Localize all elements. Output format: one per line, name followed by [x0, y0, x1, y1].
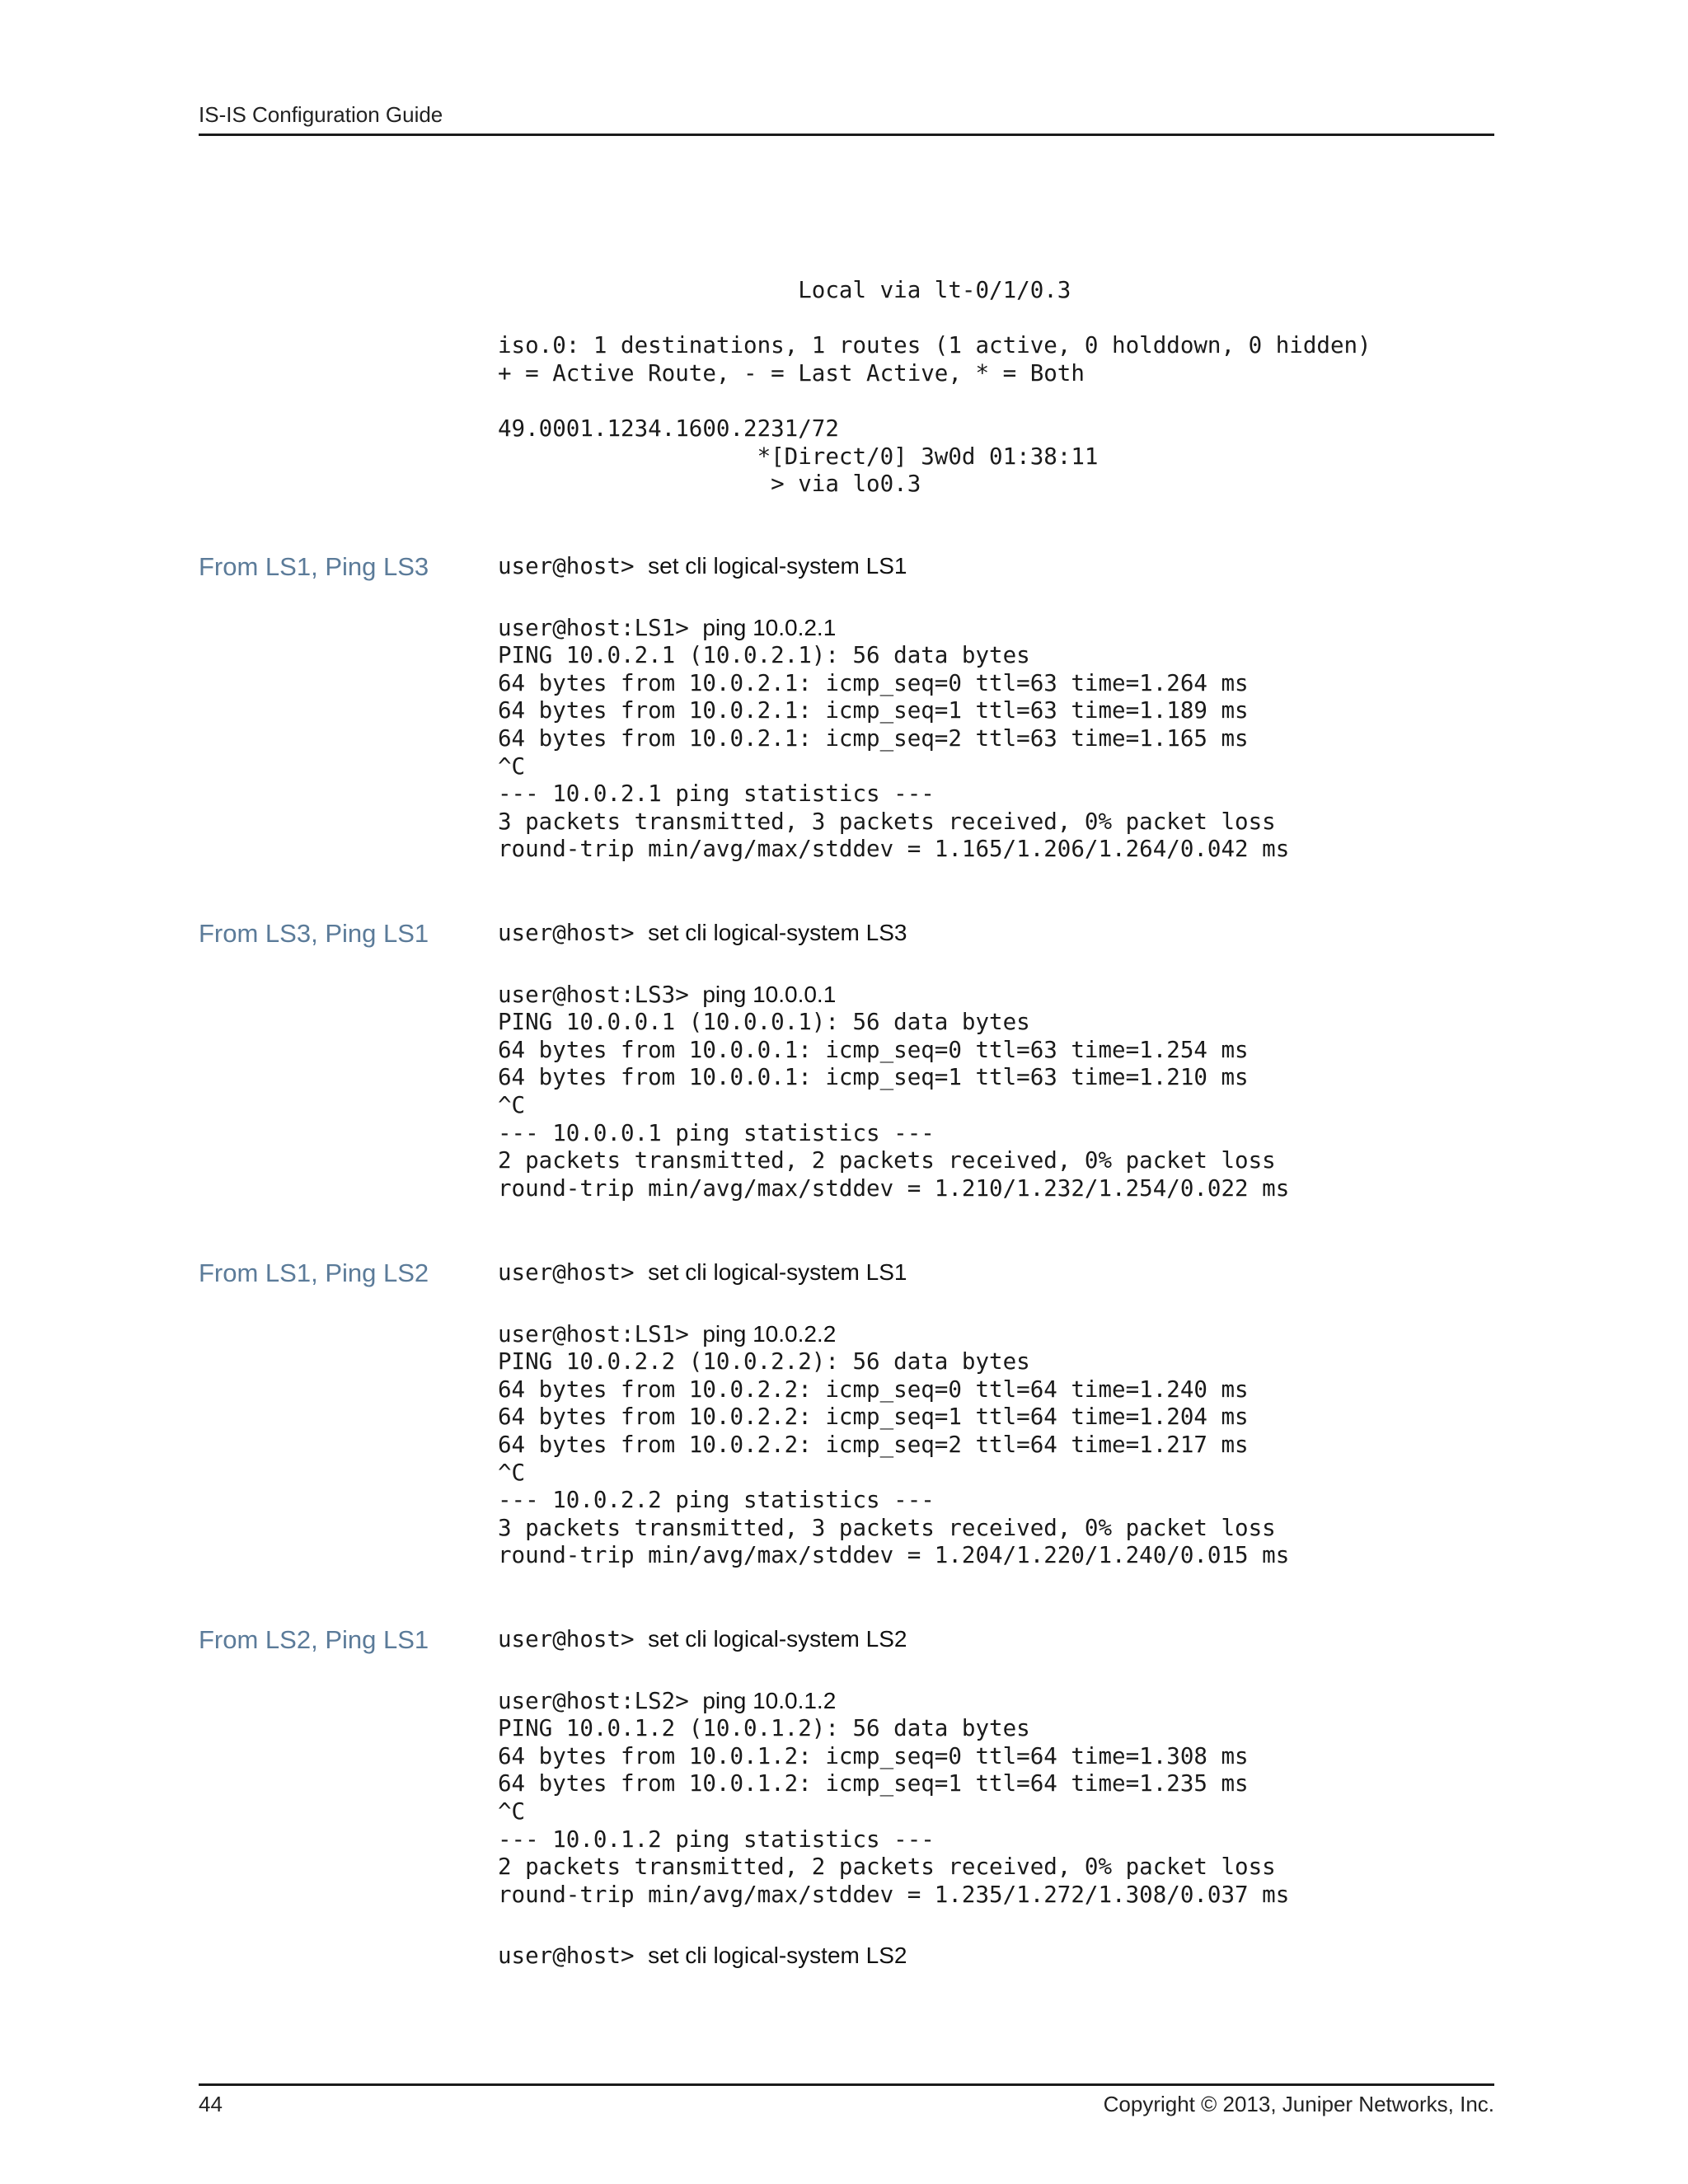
cli-prompt: user@host:LS1>	[498, 614, 703, 641]
cli-command: ping 10.0.0.1	[702, 981, 837, 1007]
output-line: PING 10.0.2.1 (10.0.2.1): 56 data bytes	[498, 642, 1030, 669]
route-line: *[Direct/0] 3w0d 01:38:11	[498, 443, 1099, 470]
cli-prompt: user@host>	[498, 920, 649, 946]
cli-prompt: user@host:LS3>	[498, 981, 703, 1008]
output-line: --- 10.0.2.2 ping statistics ---	[498, 1487, 935, 1514]
output-line: round-trip min/avg/max/stddev = 1.165/1.206/1.264/0.042 ms	[498, 836, 1290, 863]
running-header: IS-IS Configuration Guide	[199, 102, 443, 127]
route-line	[498, 305, 1372, 333]
output-line: round-trip min/avg/max/stddev = 1.235/1.272/1.308/0.037 ms	[498, 1881, 1290, 1908]
output-line: ^C	[498, 1797, 526, 1825]
output-line: PING 10.0.2.2 (10.0.2.2): 56 data bytes	[498, 1348, 1030, 1376]
output-line: PING 10.0.1.2 (10.0.1.2): 56 data bytes	[498, 1715, 1030, 1742]
output-line: --- 10.0.2.1 ping statistics ---	[498, 780, 935, 808]
output-line: --- 10.0.1.2 ping statistics ---	[498, 1825, 935, 1853]
section-label-ls2-ping-ls1: From LS2, Ping LS1	[199, 1625, 429, 1654]
cli-command: set cli logical-system LS1	[648, 553, 907, 579]
cli-prompt: user@host>	[498, 1943, 649, 1970]
route-line: 49.0001.1234.1600.2231/72	[498, 415, 839, 442]
route-line: > via lo0.3	[498, 471, 921, 498]
cli-command: set cli logical-system LS3	[648, 920, 907, 945]
output-line: 64 bytes from 10.0.2.1: icmp_seq=1 ttl=63 time=1.189 ms	[498, 697, 1249, 724]
cli-prompt: user@host>	[498, 553, 649, 579]
output-line: 64 bytes from 10.0.2.1: icmp_seq=2 ttl=63 time=1.165 ms	[498, 724, 1249, 752]
page-number: 44	[199, 2092, 223, 2116]
output-line: --- 10.0.0.1 ping statistics ---	[498, 1119, 935, 1146]
header-rule	[199, 134, 1494, 136]
route-line	[498, 387, 1372, 415]
command-line	[498, 1258, 1289, 1287]
cli-command: set cli logical-system LS2	[648, 1943, 907, 1969]
command-line	[498, 1687, 1289, 1716]
output-line: 2 packets transmitted, 2 packets received, 0% packet loss	[498, 1147, 1276, 1174]
section-label-ls1-ping-ls3: From LS1, Ping LS3	[199, 552, 429, 581]
section-ls3-ping-ls1	[498, 919, 1289, 1202]
cli-command: set cli logical-system LS2	[648, 1626, 907, 1652]
output-line: 64 bytes from 10.0.2.2: icmp_seq=0 ttl=64 time=1.240 ms	[498, 1376, 1249, 1403]
output-line: 64 bytes from 10.0.0.1: icmp_seq=1 ttl=63 time=1.210 ms	[498, 1064, 1249, 1091]
command-line	[498, 552, 1289, 581]
route-line: iso.0: 1 destinations, 1 routes (1 active, 0 holddown, 0 hidden)	[498, 332, 1372, 359]
section-ls2-ping-ls1	[498, 1625, 1289, 1971]
footer-rule	[199, 2083, 1494, 2086]
cli-prompt: user@host>	[498, 1626, 649, 1652]
output-line: 64 bytes from 10.0.1.2: icmp_seq=1 ttl=64 time=1.235 ms	[498, 1770, 1249, 1797]
cli-command: ping 10.0.1.2	[702, 1687, 837, 1713]
output-line: ^C	[498, 1459, 526, 1486]
command-line	[498, 614, 1289, 643]
output-line: 64 bytes from 10.0.2.1: icmp_seq=0 ttl=63 time=1.264 ms	[498, 669, 1249, 696]
output-line: 3 packets transmitted, 3 packets received, 0% packet loss	[498, 1514, 1276, 1541]
route-line: + = Active Route, - = Last Active, * = Both	[498, 359, 1085, 387]
command-line	[498, 1625, 1289, 1654]
cli-prompt: user@host:LS2>	[498, 1687, 703, 1714]
command-line	[498, 981, 1289, 1010]
cli-command: set cli logical-system LS1	[648, 1259, 907, 1285]
section-label-ls1-ping-ls2: From LS1, Ping LS2	[199, 1258, 429, 1287]
section-ls1-ping-ls2	[498, 1258, 1289, 1570]
cli-prompt: user@host>	[498, 1259, 649, 1286]
output-line: round-trip min/avg/max/stddev = 1.204/1.220/1.240/0.015 ms	[498, 1542, 1290, 1569]
cli-command: ping 10.0.2.2	[702, 1320, 837, 1347]
cli-command: ping 10.0.2.1	[702, 614, 837, 640]
route-line: Local via lt-0/1/0.3	[498, 277, 1071, 303]
cli-prompt: user@host:LS1>	[498, 1320, 703, 1347]
output-line: 64 bytes from 10.0.0.1: icmp_seq=0 ttl=63 time=1.254 ms	[498, 1036, 1249, 1063]
command-line	[498, 1320, 1289, 1349]
output-line: round-trip min/avg/max/stddev = 1.210/1.232/1.254/0.022 ms	[498, 1174, 1290, 1202]
output-line: 64 bytes from 10.0.1.2: icmp_seq=0 ttl=64 time=1.308 ms	[498, 1742, 1249, 1769]
output-line: 64 bytes from 10.0.2.2: icmp_seq=1 ttl=64 time=1.204 ms	[498, 1404, 1249, 1431]
route-output-block	[498, 277, 1372, 499]
command-line	[498, 1942, 1289, 1971]
output-line: PING 10.0.0.1 (10.0.0.1): 56 data bytes	[498, 1009, 1030, 1036]
output-line: 2 packets transmitted, 2 packets received, 0% packet loss	[498, 1854, 1276, 1881]
copyright-notice: Copyright © 2013, Juniper Networks, Inc.	[1103, 2092, 1494, 2116]
section-ls1-ping-ls3	[498, 552, 1289, 864]
output-line: ^C	[498, 1091, 526, 1118]
section-label-ls3-ping-ls1: From LS3, Ping LS1	[199, 919, 429, 948]
output-line: 64 bytes from 10.0.2.2: icmp_seq=2 ttl=64 time=1.217 ms	[498, 1431, 1249, 1458]
output-line: 3 packets transmitted, 3 packets received, 0% packet loss	[498, 808, 1276, 835]
command-line	[498, 919, 1289, 948]
output-line: ^C	[498, 752, 526, 780]
